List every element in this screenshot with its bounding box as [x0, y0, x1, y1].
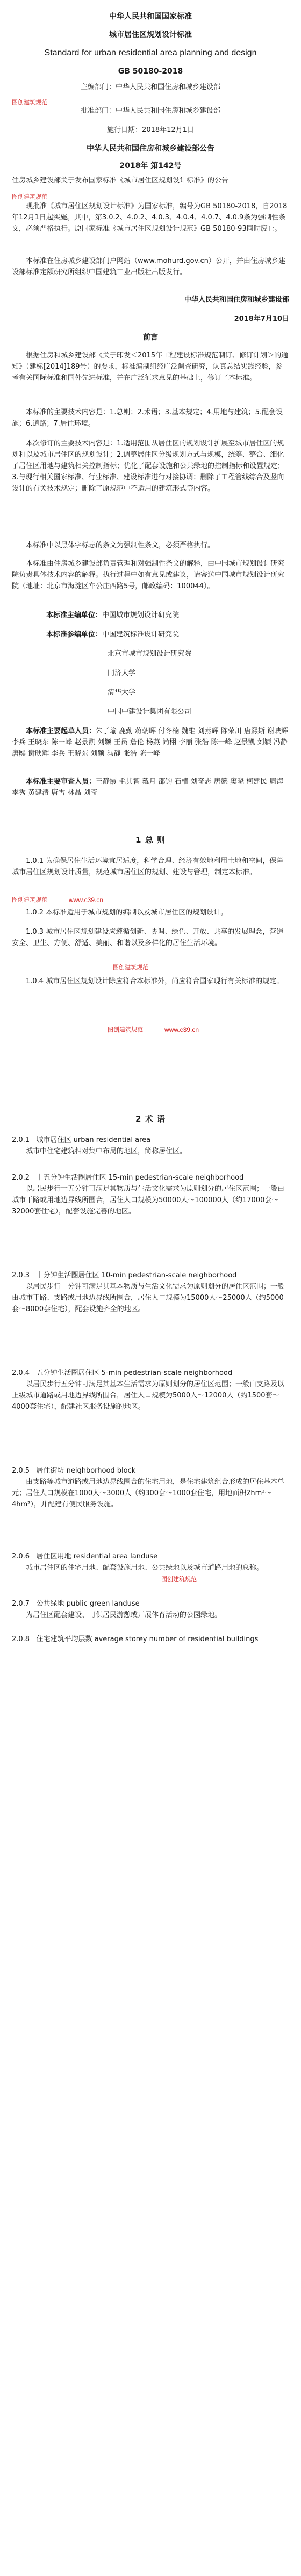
watermark-cn: 图创建筑规范: [113, 964, 148, 971]
clause-text: 为确保居住生活环境宜居适度，科学合理、经济有效地利用土地和空间，保障城市居住区规划设计质量，规范城市居住区的规划、建设与管理，制定本标准。: [12, 857, 284, 876]
term-heading: [12, 1634, 289, 1645]
reviewers: [12, 776, 289, 799]
announcement-signer: 中华人民共和国住房和城乡建设部: [184, 296, 289, 304]
drafters-label: 本标准主要起草人员：: [26, 727, 96, 735]
reviewers-label: 本标准主要审查人员：: [26, 778, 96, 786]
term-2-0-4: [12, 1367, 289, 1413]
preface-heading: 前言: [143, 333, 158, 342]
term-definition: 以居民步行五分钟可满足其基本生活需求为原则划分的居住区范围；一般由支路及以上级城市道路或用地边界线所围合，居住人口规模为5000人～12000人（约1500套～4000套住宅），配建社区服务设施的地区。: [12, 1380, 285, 1411]
watermark-cn: 图创建筑规范: [12, 896, 47, 903]
term-number: 2.0.1: [12, 1136, 30, 1144]
effective-date: 施行日期：2018年12月1日: [107, 126, 194, 134]
standard-code: GB 50180-2018: [118, 67, 183, 76]
chief-unit: [12, 610, 289, 621]
term-heading: [12, 1172, 289, 1183]
drafters-names: 朱子瑜 鹿勤 蒋朝晖 付冬楠 魏维 刘燕辉 陈荣川 唐熙斯 谢映辉 李兵 王晓东 陈一峰 赵景凯 刘颖 王员 詹伦 杨燕 尚栩 李丽 张浩 陈一峰 赵景凯 刘颖 冯静 唐熙 谢映辉 李兵 王晓东 刘颖 冯静 张浩 陈一峰: [12, 727, 289, 758]
participating-unit: 北京市城市规划设计研究院: [108, 650, 192, 658]
term-2-0-3: [12, 1270, 289, 1315]
term-heading: [12, 1598, 289, 1609]
chapter-1-heading: 1 总 则: [135, 835, 166, 845]
clause-number: 1.0.1: [26, 857, 44, 865]
term-name: 十分钟生活圈居住区 10-min pedestrian-scale neighborhood: [36, 1271, 237, 1279]
term-heading: [12, 1270, 289, 1281]
announcement-intro: 住房城乡建设部关于发布国家标准《城市居住区规划设计标准》的公告: [12, 177, 229, 185]
watermark-cn: 图创建筑规范: [12, 193, 47, 200]
watermark-cn: 图创建筑规范: [161, 1576, 197, 1583]
clause-1-0-4: [12, 976, 289, 987]
term-definition: 以居民步行十分钟可满足其基本物质与生活文化需求为原则划分的居住区范围；一般由城市干路、支路或用地边界线所围合，居住人口规模为15000人～25000人（约5000套～8000套住宅），配套设施齐全的地区。: [12, 1283, 285, 1313]
term-name: 居住街坊 neighborhood block: [36, 1467, 136, 1475]
chief-unit-name: 中国城市规划设计研究院: [102, 611, 180, 619]
term-name: 十五分钟生活圈居住区 15-min pedestrian-scale neighborhood: [36, 1174, 244, 1182]
watermark-url: www.c39.cn: [164, 1026, 199, 1034]
term-heading: [12, 1367, 289, 1379]
preface-content: 本标准的主要技术内容是：1.总则；2.术语；3.基本规定；4.用地与建筑；5.配套设施；6.道路；7.居住环境。: [12, 408, 283, 428]
drafters: [12, 726, 289, 759]
clause-number: 1.0.4: [26, 977, 44, 985]
term-2-0-7: [12, 1598, 289, 1621]
participating-unit: 中国建筑标准设计研究院: [102, 631, 180, 639]
participating-unit: 同济大学: [108, 669, 136, 677]
term-name: 住宅建筑平均层数 average storey number of residential buildings: [36, 1635, 259, 1643]
term-name: 公共绿地 public green landuse: [36, 1600, 140, 1608]
title-en: Standard for urban residential area planning and design: [44, 48, 257, 57]
editor-dept: 主编部门：中华人民共和国住房和城乡建设部: [80, 83, 220, 91]
participating-unit: 中国中建设计集团有限公司: [108, 708, 192, 716]
clause-text: 城市居住区规划设计除应符合本标准外，尚应符合国家现行有关标准的规定。: [46, 977, 284, 985]
announcement-number: 2018年 第142号: [119, 162, 182, 170]
term-2-0-2: [12, 1172, 289, 1217]
title-cn: 城市居住区规划设计标准: [109, 31, 192, 39]
term-number: 2.0.7: [12, 1600, 30, 1608]
clause-number: 1.0.3: [26, 928, 44, 936]
chief-unit-label: 本标准主编单位：: [46, 611, 103, 619]
term-number: 2.0.2: [12, 1174, 30, 1182]
clause-number: 1.0.2: [26, 909, 44, 917]
term-number: 2.0.3: [12, 1271, 30, 1279]
term-2-0-6: [12, 1551, 289, 1574]
preface-revision: 本次修订的主要技术内容是：1.适用范围从居住区的规划设计扩展至城市居住区的规划和以及城市居住区的规划设计；2.调整居住区分级规划方式与规模，统筹、整合、细化了居住区用地与建筑相关控制指标；优化了配套设施和公共绿地的控制指标和设置规定；3.与现行相关国家标准、行业标准、建设标准进行对接协调；删除了工程管线综合及竖向设计的有关技术规定；删除了原规范中不适用的建筑形式等内容。: [12, 440, 285, 493]
reviewers-names: 王静霞 毛其智 戴月 邵钧 石楠 刘奇志 唐懿 窦晓 柯建民 周海 李秀 黄建清 唐雪 林晶 刘奇: [12, 778, 284, 797]
term-name: 五分钟生活圈居住区 5-min pedestrian-scale neighborhood: [36, 1369, 233, 1377]
term-name: 城市居住区 urban residential area: [36, 1136, 151, 1144]
term-2-0-5: [12, 1465, 289, 1510]
term-heading: [12, 1135, 289, 1146]
clause-1-0-1: [12, 855, 289, 878]
participating-unit: 清华大学: [108, 689, 136, 697]
term-heading: [12, 1465, 289, 1476]
clause-1-0-2: [12, 907, 289, 918]
term-heading: [12, 1551, 289, 1562]
approver-dept: 批准部门：中华人民共和国住房和城乡建设部: [80, 107, 220, 115]
clause-1-0-3: [12, 926, 289, 949]
participating-units: [12, 629, 289, 640]
participating-units-label: 本标准参编单位：: [46, 631, 103, 639]
term-definition: 以居民步行十五分钟可满足其物质与生活文化需求为原则划分的居住区范围；一般由城市干路或用地边界线所围合，居住人口规模为50000人～100000人（约17000套～32000套住宅），配套设施完善的地区。: [12, 1185, 285, 1216]
term-2-0-8: [12, 1634, 289, 1645]
term-definition: 城市中住宅建筑相对集中布局的地区，简称居住区。: [26, 1147, 187, 1155]
clause-text: 本标准适用于城市规划的编制以及城市居住区的规划设计。: [46, 909, 228, 917]
term-2-0-1: [12, 1135, 289, 1157]
chapter-2-heading: 2 术 语: [135, 1114, 166, 1124]
clause-text: 城市居住区规划建设应遵循创新、协调、绿色、开放、共享的发展理念，营造安全、卫生、方便、舒适、美丽、和谐以及多样化的居住生活环境。: [12, 928, 284, 947]
ministry-title: 中华人民共和国住房和城乡建设部公告: [87, 144, 214, 153]
preface-management: 本标准由住房城乡建设部负责管理和对强制性条文的解释，由中国城市规划设计研究院负责具体技术内容的解释。执行过程中如有意见或建议，请寄送中国城市规划设计研究院（地址：北京市海淀区车公庄西路5号，邮政编码：100044）。: [12, 560, 285, 590]
term-number: 2.0.8: [12, 1635, 30, 1643]
watermark-url: www.c39.cn: [69, 896, 104, 904]
watermark-cn: 图创建筑规范: [12, 99, 47, 106]
term-number: 2.0.6: [12, 1553, 30, 1561]
term-definition: 由支路等城市道路或用地边界线围合的住宅用地，是住宅建筑组合形成的居住基本单元；居住人口规模在1000人～3000人（约300套～1000套住宅，用地面积2hm²～4hm²），并配建有便民服务设施。: [12, 1478, 285, 1509]
watermark-cn: 图创建筑规范: [108, 1026, 143, 1033]
term-number: 2.0.5: [12, 1467, 30, 1475]
term-number: 2.0.4: [12, 1369, 30, 1377]
term-name: 居住区用地 residential area landuse: [36, 1553, 158, 1561]
announcement-body: 现批准《城市居住区规划设计标准》为国家标准，编号为GB 50180-2018，自2018年12月1日起实施。其中，第3.0.2、4.0.2、4.0.3、4.0.4、4.0.7、4.0.9条为强制性条文，必须严格执行。原国家标准《城市居住区规划设计规范》GB 50180-93同时废止。: [12, 202, 288, 233]
preface-basis: 根据住房和城乡建设部《关于印发＜2015年工程建设标准规范制订、修订计划＞的通知》（建标[2014]189号）的要求，标准编制组经广泛调查研究，认真总结实践经验，参考有关国际标准和国外先进标准，并在广泛征求意见的基础上，修订了本标准。: [12, 352, 289, 382]
term-definition: 城市居住区的住宅用地、配套设施用地、公共绿地以及城市道路用地的总称。: [26, 1564, 264, 1572]
announcement-publish: 本标准在住房城乡建设部门户网站（www.mohurd.gov.cn）公开，并由住房城乡建设部标准定额研究所组织中国建筑工业出版社出版发行。: [12, 257, 285, 276]
publisher: 中华人民共和国国家标准: [109, 12, 192, 21]
preface-mandatory: 本标准中以黑体字标志的条文为强制性条文，必须严格执行。: [26, 541, 215, 550]
announcement-date: 2018年7月10日: [234, 315, 289, 323]
term-definition: 为居住区配套建设、可供居民游憩或开展体育活动的公园绿地。: [26, 1611, 222, 1619]
